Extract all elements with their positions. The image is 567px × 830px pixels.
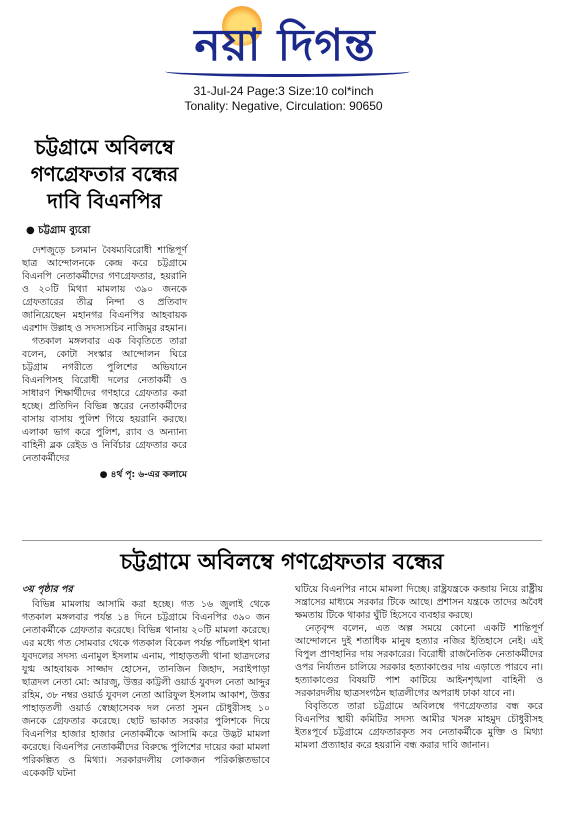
continuation-headline: চট্টগ্রামে অবিলম্বে গণগ্রেফতার বন্ধের: [120, 549, 444, 575]
article-paragraph: বিভিন্ন মামলায় আসামি করা হচ্ছে। গত ১৬ জুলাই থেকে গতকাল মঙ্গলবার পর্যন্ত ১৪ দিনে চট্টগ্রামে বিএনপির ৩৯০ জন নেতাকর্মীকে গ্রেফতার করেছে। বিভিন্ন থানায় ২০টি মামলা করেছে। এর মধ্যে গত সোমবার থেকে গতকাল বিকেল পর্যন্ত পাঁচলাইশ থানা যুবদলের সদস্য এনামুল ইসলাম এনাম, পাহাড়তলী থানা ছাত্রদলের যুগ্ম আহবায়ক সাজ্জাদ হোসেন, তানজিন জিহাদ, সরাইপাড়া ছাত্রদল নেতা মো: আরজু, উত্তর কাট্টলী ওয়ার্ড যুবদল নেতা আব্দুর রহিম, ৩৮ নম্বর ওয়ার্ড যুবদল নেতা আরিফুল ইসলাম আকাশ, উত্তর পাহাড়তলী ওয়ার্ড স্বেচ্ছাসেবক দল নেতা সুমন চৌধুরীসহ ১০ জনকে গ্রেফতার করেছে। ছোট ভাকাত সরকার পুলিশকে দিয়ে বিএনপির হাজার হাজার নেতাকর্মীকে আসামি করে উদ্ভট মামলা করেছে। বিএনপির নেতাকর্মীদের বিরুদ্ধে পুলিশের দায়ের করা মামলা পরিকল্পিত ও মিথ্যা। সরকারদলীয় লোকজন পরিকল্পিতভাবে একেকটি ঘটনা: [22, 599, 270, 779]
article-paragraph: গতকাল মঙ্গলবার এক বিবৃতিতে তারা বলেন, কোটা সংস্কার আন্দোলন ঘিরে চট্টগ্রাম নগরীতে পুলিশের অভিযানে বিএনপিসহ বিরোধী দলের নেতাকর্মী ও সাধারণ শিক্ষার্থীদের গণহারে গ্রেফতার করা হচ্ছে। প্রতিদিন বিভিন্ন স্তরের নেতাকর্মীদের বাসায় বাসায় পুলিশ গিয়ে হয়রানি করছে। এলাকা ভাগ করে পুলিশ, র‌্যাব ও অন্যান্য বাহিনী ব্লক রেইড ও নির্বিচার গ্রেফতার করে নেতাকর্মীদের: [22, 336, 187, 464]
article-body: [22, 244, 187, 465]
clip-divider: [22, 540, 542, 541]
clip-meta-date-page: 31-Jul-24 Page:3 Size:10 col*inch: [193, 84, 374, 98]
newspaper-logo: নয়া দিগন্ত: [194, 20, 376, 71]
continuation-column-right: [295, 583, 543, 752]
continuation-column-left: [22, 598, 270, 780]
article-paragraph: বিবৃতিতে তারা চট্টগ্রামে অবিলম্বে গণগ্রেফতার বন্ধ করে বিএনপির স্থায়ী কমিটির সদস্য আমীর খসরু মাহমুদ চৌধুরীসহ ইতঃপূর্বে চট্টগ্রামে গ্রেফতারকৃত সব নেতাকর্মীকে মুক্তি ও মিথ্যা মামলা প্রত্যাহার করে হয়রানি বন্ধ করার দাবি জানান।: [295, 701, 543, 751]
clip-meta-tonality: Tonality: Negative, Circulation: 90650: [184, 99, 383, 113]
article-headline: চট্টগ্রামে অবিলম্বে গণগ্রেফতার বন্ধের দাবি বিএনপির: [30, 135, 179, 213]
article-paragraph: নেতৃবৃন্দ বলেন, এত অল্প সময়ে কোনো একটি শান্তিপূর্ণ আন্দোলনে দুই শতাধিক মানুষ হত্যার নজির ইতিহাসে নেই। এই বিপুল প্রাণহানির দায় সরকারের। বিরোধী রাজনৈতিক নেতাকর্মীদের ওপর নির্যাতন চালিয়ে সরকার হত্যাকাণ্ডের দায় এড়াতে পারবে না। হত্যাকাণ্ডের বিষয়টি পাশ কাটিয়ে আইনশৃঙ্খলা বাহিনী ও সরকারদলীয় ছাত্রসংগঠন ছাত্রলীগের অপরাধ ঢাকা যাবে না।: [295, 623, 543, 699]
logo-swoosh-icon: [165, 66, 410, 77]
article-paragraph: দেশজুড়ে চলমান বৈষম্যবিরোধী শান্তিপূর্ণ ছাত্র আন্দোলনকে কেন্দ্র করে চট্টগ্রামে বিএনপি নেতাকর্মীদের গণগ্রেফতার, হয়রানি ও ২০টি মিথ্যা মামলায় ৩৯০ জনকে গ্রেফতারের তীব্র নিন্দা ও প্রতিবাদ জানিয়েছেন মহানগর বিএনপির আহবায়ক এরশাদ উল্লাহ ও সদস্যসচিব নাজিমুর রহমান।: [22, 245, 187, 334]
article-byline: ● চট্টগ্রাম ব্যুরো: [26, 225, 91, 236]
article-clip-first: [22, 128, 187, 538]
article-paragraph: ঘটিয়ে বিএনপির নামে মামলা দিচ্ছে। রাষ্ট্রযন্ত্রকে কব্জায় নিয়ে রাষ্ট্রীয় সন্ত্রাসের মাধ্যমে সরকার টিকে আছে। প্রশাসন যন্ত্রকে তাদের অবৈধ ক্ষমতায় টিকে থাকার ঘুঁটি হিসেবে ব্যবহার করছে।: [295, 584, 543, 621]
jump-line: ● ৪র্থ পৃ: ৬-এর কলামে: [99, 470, 187, 480]
continued-from-label: ৩য় পৃষ্ঠার পর: [22, 584, 73, 595]
masthead: [0, 0, 567, 82]
